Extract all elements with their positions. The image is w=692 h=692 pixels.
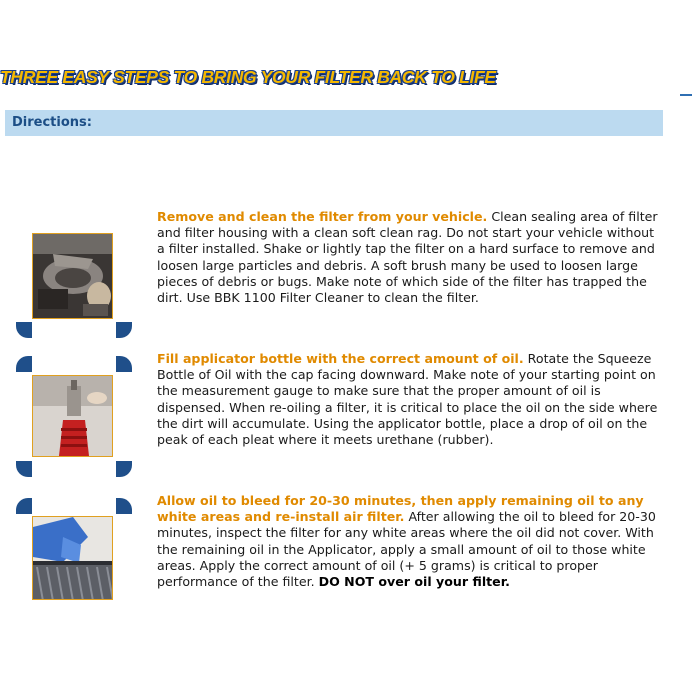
step-1-corner-left [16,322,32,338]
step-2-corner-bottom-right [116,461,132,477]
step-2-corner-top-left [16,356,32,372]
step-1-text [157,209,665,306]
step-1-corner-right [116,322,132,338]
page-headline: THREE EASY STEPS TO BRING YOUR FILTER BACK TO LIFE [0,67,496,87]
engine-bay-image [33,234,113,319]
step-3-corner-top-right [116,498,132,514]
step-3-photo-oiling-filter [32,516,113,600]
step-2-text [157,351,665,448]
oiling-filter-image [33,517,113,600]
step-2-body: Rotate the Squeeze Bottle of Oil with the cap facing downward. Make note of your starting point on the measurement gauge to make sure that the proper amount of oil is dispensed. When re-oiling a filter, it is critical to place the oil on the side where the dirt will accumulate. Using the applicator bottle, place a drop of oil on the peak of each pleat where it meets urethane (rubber). [157,351,658,448]
directions-bar [5,110,663,136]
step-3-body: After allowing the oil to bleed for 20-30 minutes, inspect the filter for any white areas where the oil did not cover. With the remaining oil in the Applicator, apply a small amount of oil to those white areas. Apply the correct amount of oil (+ 5 grams) is critical to proper performance of the filter. [157,509,656,590]
step-2-corner-bottom-left [16,461,32,477]
step-3-lead: Allow oil to bleed for 20-30 minutes, then apply remaining oil to any white areas and re-install air filter. [157,493,644,525]
step-3-text [157,493,665,590]
step-1-body: Clean sealing area of filter and filter housing with a clean soft clean rag. Do not start your vehicle without a filter installed. Shake or lightly tap the filter on a hard surface to remove and loosen large particles and debris. A soft brush many be used to loosen large pieces of debris or bugs. Make note of which side of the filter has trapped the dirt. Use BBK 1100 Filter Cleaner to clean the filter. [157,209,658,306]
oil-bottle-image [33,376,113,457]
step-1-photo-engine-bay [32,233,113,319]
step-1-lead: Remove and clean the filter from your vehicle. [157,209,488,224]
step-2-photo-oil-bottle [32,375,113,457]
step-3-warning: DO NOT over oil your filter. [318,574,510,590]
step-3-corner-top-left [16,498,32,514]
step-2-lead: Fill applicator bottle with the correct amount of oil. [157,351,524,366]
directions-label: Directions: [12,115,92,130]
edge-divider [680,94,692,96]
step-2-corner-top-right [116,356,132,372]
